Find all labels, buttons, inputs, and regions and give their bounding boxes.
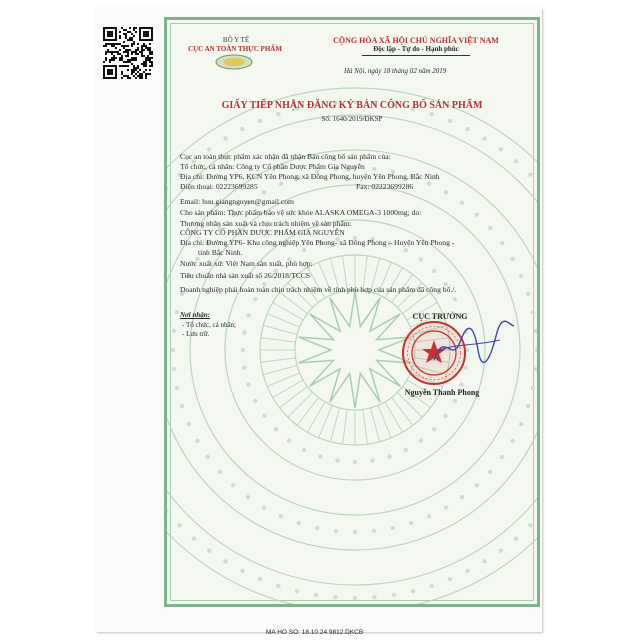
recipients-label: Nơi nhận: <box>180 311 211 319</box>
signer-name: Nguyễn Thanh Phong <box>404 388 480 397</box>
trader-label: Thương nhân sản xuất và chịu trách nhiệm về sản phẩm: <box>180 219 352 228</box>
org-line: Tổ chức, cá nhân: Công ty Cổ phần Dược Phẩm Gia Nguyễn <box>180 162 365 171</box>
motto-underline <box>362 55 470 56</box>
dossier-code: MA HO SO: 18.10.24.9812.DKCB <box>266 629 364 636</box>
trader-name: CÔNG TY CỔ PHẦN DƯỢC PHẨM GIA NGUYỄN <box>180 228 345 237</box>
fax-line: Fax: 02223699286 <box>356 182 414 191</box>
signature-scribble <box>430 320 516 373</box>
agency-logo <box>214 54 254 70</box>
trader-address-1: Địa chỉ: Đường YP6- Khu công nghiệp Yên Phong- xã Đông Phong – Huyện Yên Phong - <box>180 238 455 247</box>
standard-line: Tiêu chuẩn nhà sản xuất số 26/2018/TCCS <box>180 271 311 280</box>
ministry-name: BỘ Y TẾ <box>222 36 250 44</box>
phone-line: Điện thoại: 02223699285 <box>180 182 258 191</box>
product-line: Cho sản phẩm: Thực phẩm bảo vệ sức khỏe ALASKA OMEGA-3 1000mg; do: <box>180 208 422 217</box>
qr-code <box>103 27 153 79</box>
responsibility-line: Doanh nghiệp phải hoàn toàn chịu trách nhiệm về tính phù hợp của sản phẩm đã công bố./. <box>180 285 457 294</box>
recipient-item: - Tổ chức, cá nhân; <box>182 321 237 329</box>
email-line: Email: huu.giangnguyen@gmail.com <box>180 197 294 206</box>
agency-name: CỤC AN TOÀN THỰC PHẨM <box>188 45 282 53</box>
address-line: Địa chỉ: Đường YP6, KCN Yên Phong, xã Đông Phong, huyện Yên Phong, Bắc Ninh <box>180 172 440 181</box>
signature-title: CỤC TRƯỞNG <box>412 312 468 321</box>
intro-line: Cục an toàn thực phẩm xác nhận đã nhận Bản công bố sản phẩm của: <box>180 152 391 161</box>
trader-address-2: tỉnh Bắc Ninh. <box>198 248 243 257</box>
country-motto: Độc lập - Tự do - Hạnh phúc <box>373 45 459 53</box>
issue-date: Hà Nội, ngày 18 tháng 02 năm 2019 <box>344 67 447 75</box>
origin-line: Nước xuất xứ: Việt Nam sản xuất, phù hợp: <box>180 259 313 268</box>
recipient-item: - Lưu trữ. <box>182 330 210 338</box>
country-name: CỘNG HÒA XÃ HỘI CHỦ NGHĨA VIỆT NAM <box>333 36 499 45</box>
document-title: GIẤY TIẾP NHẬN ĐĂNG KÝ BẢN CÔNG BỐ SẢN PHẨM <box>221 100 483 111</box>
document-number: Số: 1640/2019/ĐKSP <box>321 115 383 123</box>
